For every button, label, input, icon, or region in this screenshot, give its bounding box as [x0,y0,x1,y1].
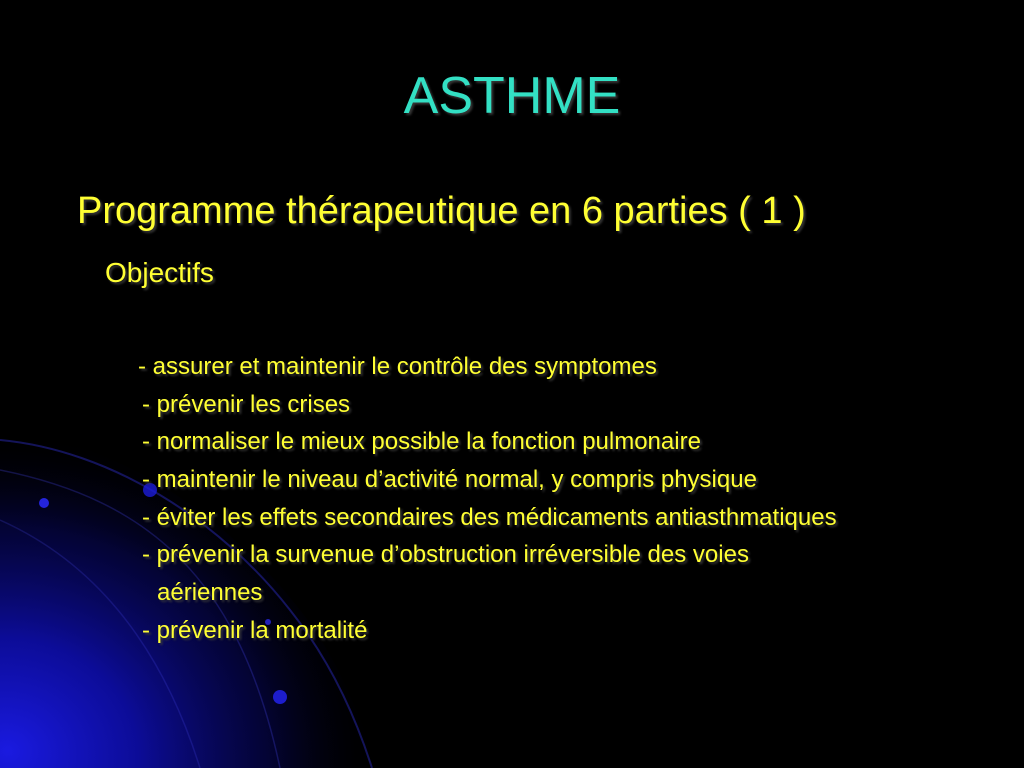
decor-dot-1 [39,498,49,508]
bullet-item: - prévenir la mortalité [142,617,368,644]
decor-dot-3 [273,690,287,704]
bullet-item: - assurer et maintenir le contrôle des symptomes [138,353,657,380]
bullet-item: - normaliser le mieux possible la fonction pulmonaire [142,428,701,455]
bullet-item: - prévenir la survenue d’obstruction irréversible des voies [142,541,749,568]
bullet-item: - maintenir le niveau d’activité normal, y compris physique [142,466,757,493]
bullet-item: - prévenir les crises [142,391,351,418]
bullet-item: - éviter les effets secondaires des médicaments antiasthmatiques [142,504,837,531]
slide-subtitle: Programme thérapeutique en 6 parties ( 1 ) [77,190,806,232]
slide-title: ASTHME [403,67,621,125]
section-heading: Objectifs [105,257,214,288]
bullet-item-continuation: aériennes [157,579,263,606]
